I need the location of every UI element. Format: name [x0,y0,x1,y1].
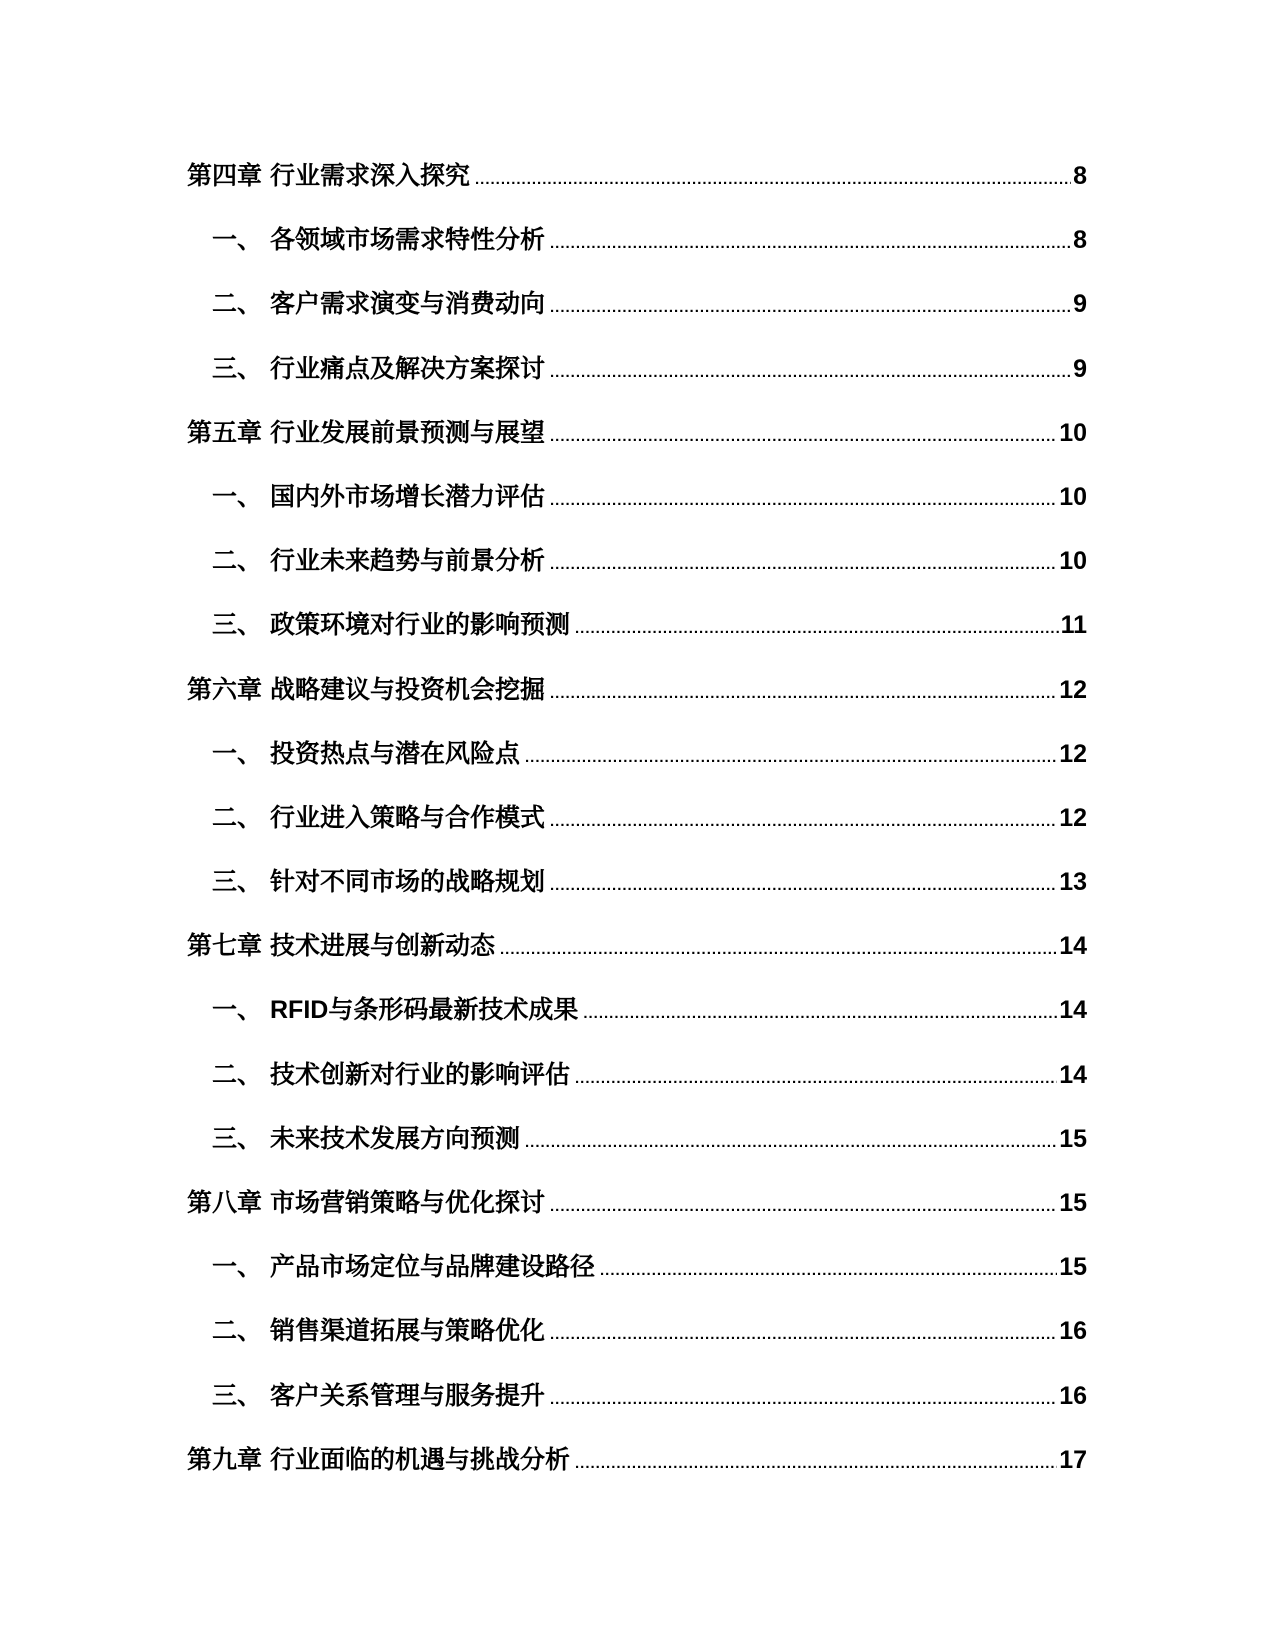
toc-entry-title: 行业需求深入探究 [270,162,471,190]
toc-entry-number: 三、 [212,868,263,897]
toc-entry-number: 一、 [212,482,263,511]
toc-entry[interactable] [187,529,1087,593]
toc-page-number: 14 [1059,932,1087,961]
toc-entry[interactable] [187,1235,1087,1299]
toc-dot-leader [520,726,1057,790]
toc-entry[interactable] [187,144,1087,208]
toc-dot-leader [545,854,1057,918]
toc-page-number: 8 [1073,162,1087,190]
toc-dot-leader [578,982,1057,1046]
toc-page-number: 16 [1059,1317,1087,1346]
toc-entry[interactable] [187,208,1087,272]
toc-dot-leader [545,533,1057,597]
toc-entry[interactable] [187,1107,1087,1171]
toc-page-number: 13 [1059,868,1087,897]
toc-entry-number: 三、 [212,1381,263,1410]
toc-entry-title: 行业未来趋势与前景分析 [270,547,546,576]
toc-entry-number: 一、 [212,739,263,768]
toc-page-number: 15 [1059,1189,1087,1217]
toc-entry[interactable] [187,1299,1087,1363]
toc-dot-leader [470,148,1071,212]
toc-entry-title: RFID与条形码最新技术成果 [270,996,579,1025]
toc-dot-leader [570,1047,1057,1111]
toc-dot-leader [545,1303,1057,1367]
toc-page-number: 10 [1059,482,1087,511]
toc-page-number: 11 [1060,611,1087,640]
toc-page-number: 15 [1059,1124,1087,1153]
toc-entry[interactable] [187,1171,1087,1235]
toc-entry-title: 销售渠道拓展与策略优化 [270,1317,546,1346]
toc-page-number: 12 [1059,675,1087,704]
toc-dot-leader [545,212,1071,276]
toc-page-number: 16 [1059,1381,1087,1410]
toc-entry-title: 投资热点与潜在风险点 [270,739,521,768]
toc-entry-title: 技术创新对行业的影响评估 [270,1060,571,1089]
toc-entry-title: 国内外市场增长潜力评估 [270,482,546,511]
toc-entry-title: 客户需求演变与消费动向 [270,290,546,319]
toc-entry[interactable] [187,465,1087,529]
toc-entry-number: 三、 [212,611,263,640]
toc-entry[interactable] [187,337,1087,401]
toc-entry-number: 二、 [212,803,263,832]
toc-entry-title: 行业痛点及解决方案探讨 [270,354,546,383]
toc-dot-leader [545,1175,1057,1239]
toc-dot-leader [545,790,1057,854]
toc-entry-number: 一、 [212,226,263,255]
toc-dot-leader [570,597,1059,661]
toc-page-number: 10 [1059,418,1087,447]
toc-entry[interactable] [187,1043,1087,1107]
toc-entry[interactable] [187,593,1087,657]
toc-page-number: 10 [1059,547,1087,576]
toc-dot-leader [570,1432,1057,1496]
toc-entry-number: 第七章 [187,932,263,961]
toc-dot-leader [495,918,1057,982]
toc-entry-title: 行业发展前景预测与展望 [270,418,546,447]
toc-entry-number: 第九章 [187,1445,263,1474]
toc-page-number: 14 [1059,1060,1087,1089]
toc-dot-leader [545,341,1071,405]
toc-entry-title: 各领域市场需求特性分析 [270,226,546,255]
toc-entry[interactable] [187,914,1087,978]
toc-entry-number: 第八章 [187,1189,263,1217]
toc-dot-leader [520,1111,1057,1175]
toc-entry-title: 市场营销策略与优化探讨 [270,1189,546,1217]
toc-page-number: 12 [1059,739,1087,768]
toc-entry-title: 政策环境对行业的影响预测 [270,611,571,640]
toc-entry[interactable] [187,786,1087,850]
toc-page-number: 8 [1073,226,1087,255]
toc-page-number: 15 [1059,1253,1087,1282]
toc-dot-leader [545,405,1057,469]
toc-entry-title: 针对不同市场的战略规划 [270,868,546,897]
toc-dot-leader [595,1239,1057,1303]
toc-entry-number: 二、 [212,1060,263,1089]
toc-entry-title: 行业进入策略与合作模式 [270,803,546,832]
toc-entry[interactable] [187,722,1087,786]
toc-entry[interactable] [187,1364,1087,1428]
toc-entry[interactable] [187,401,1087,465]
toc-entry-title: 产品市场定位与品牌建设路径 [270,1253,596,1282]
toc-entry-number: 三、 [212,1124,263,1153]
toc-entry-number: 第六章 [187,675,263,704]
toc-entry[interactable] [187,978,1087,1042]
toc-entry-number: 第四章 [187,162,263,190]
toc-entry[interactable] [187,658,1087,722]
toc-dot-leader [545,662,1057,726]
toc-entry-title: 未来技术发展方向预测 [270,1124,521,1153]
toc-entry[interactable] [187,850,1087,914]
toc-entry-number: 一、 [212,996,263,1025]
toc-page-number: 9 [1073,354,1087,383]
toc-entry-title: 战略建议与投资机会挖掘 [270,675,546,704]
toc-page-number: 9 [1073,290,1087,319]
toc-entry-title: 技术进展与创新动态 [270,932,496,961]
table-of-contents [187,144,1087,1492]
toc-entry-number: 二、 [212,547,263,576]
toc-page-number: 17 [1059,1445,1087,1474]
toc-entry[interactable] [187,1428,1087,1492]
toc-page-number: 14 [1059,996,1087,1025]
toc-entry-number: 第五章 [187,418,263,447]
toc-entry-title: 行业面临的机遇与挑战分析 [270,1445,571,1474]
toc-dot-leader [545,469,1057,533]
toc-page-number: 12 [1059,803,1087,832]
toc-entry-number: 二、 [212,290,263,319]
toc-dot-leader [545,1368,1057,1432]
toc-entry-number: 三、 [212,354,263,383]
toc-entry-number: 一、 [212,1253,263,1282]
toc-entry[interactable] [187,272,1087,336]
toc-entry-number: 二、 [212,1317,263,1346]
toc-entry-title: 客户关系管理与服务提升 [270,1381,546,1410]
toc-dot-leader [545,276,1071,340]
